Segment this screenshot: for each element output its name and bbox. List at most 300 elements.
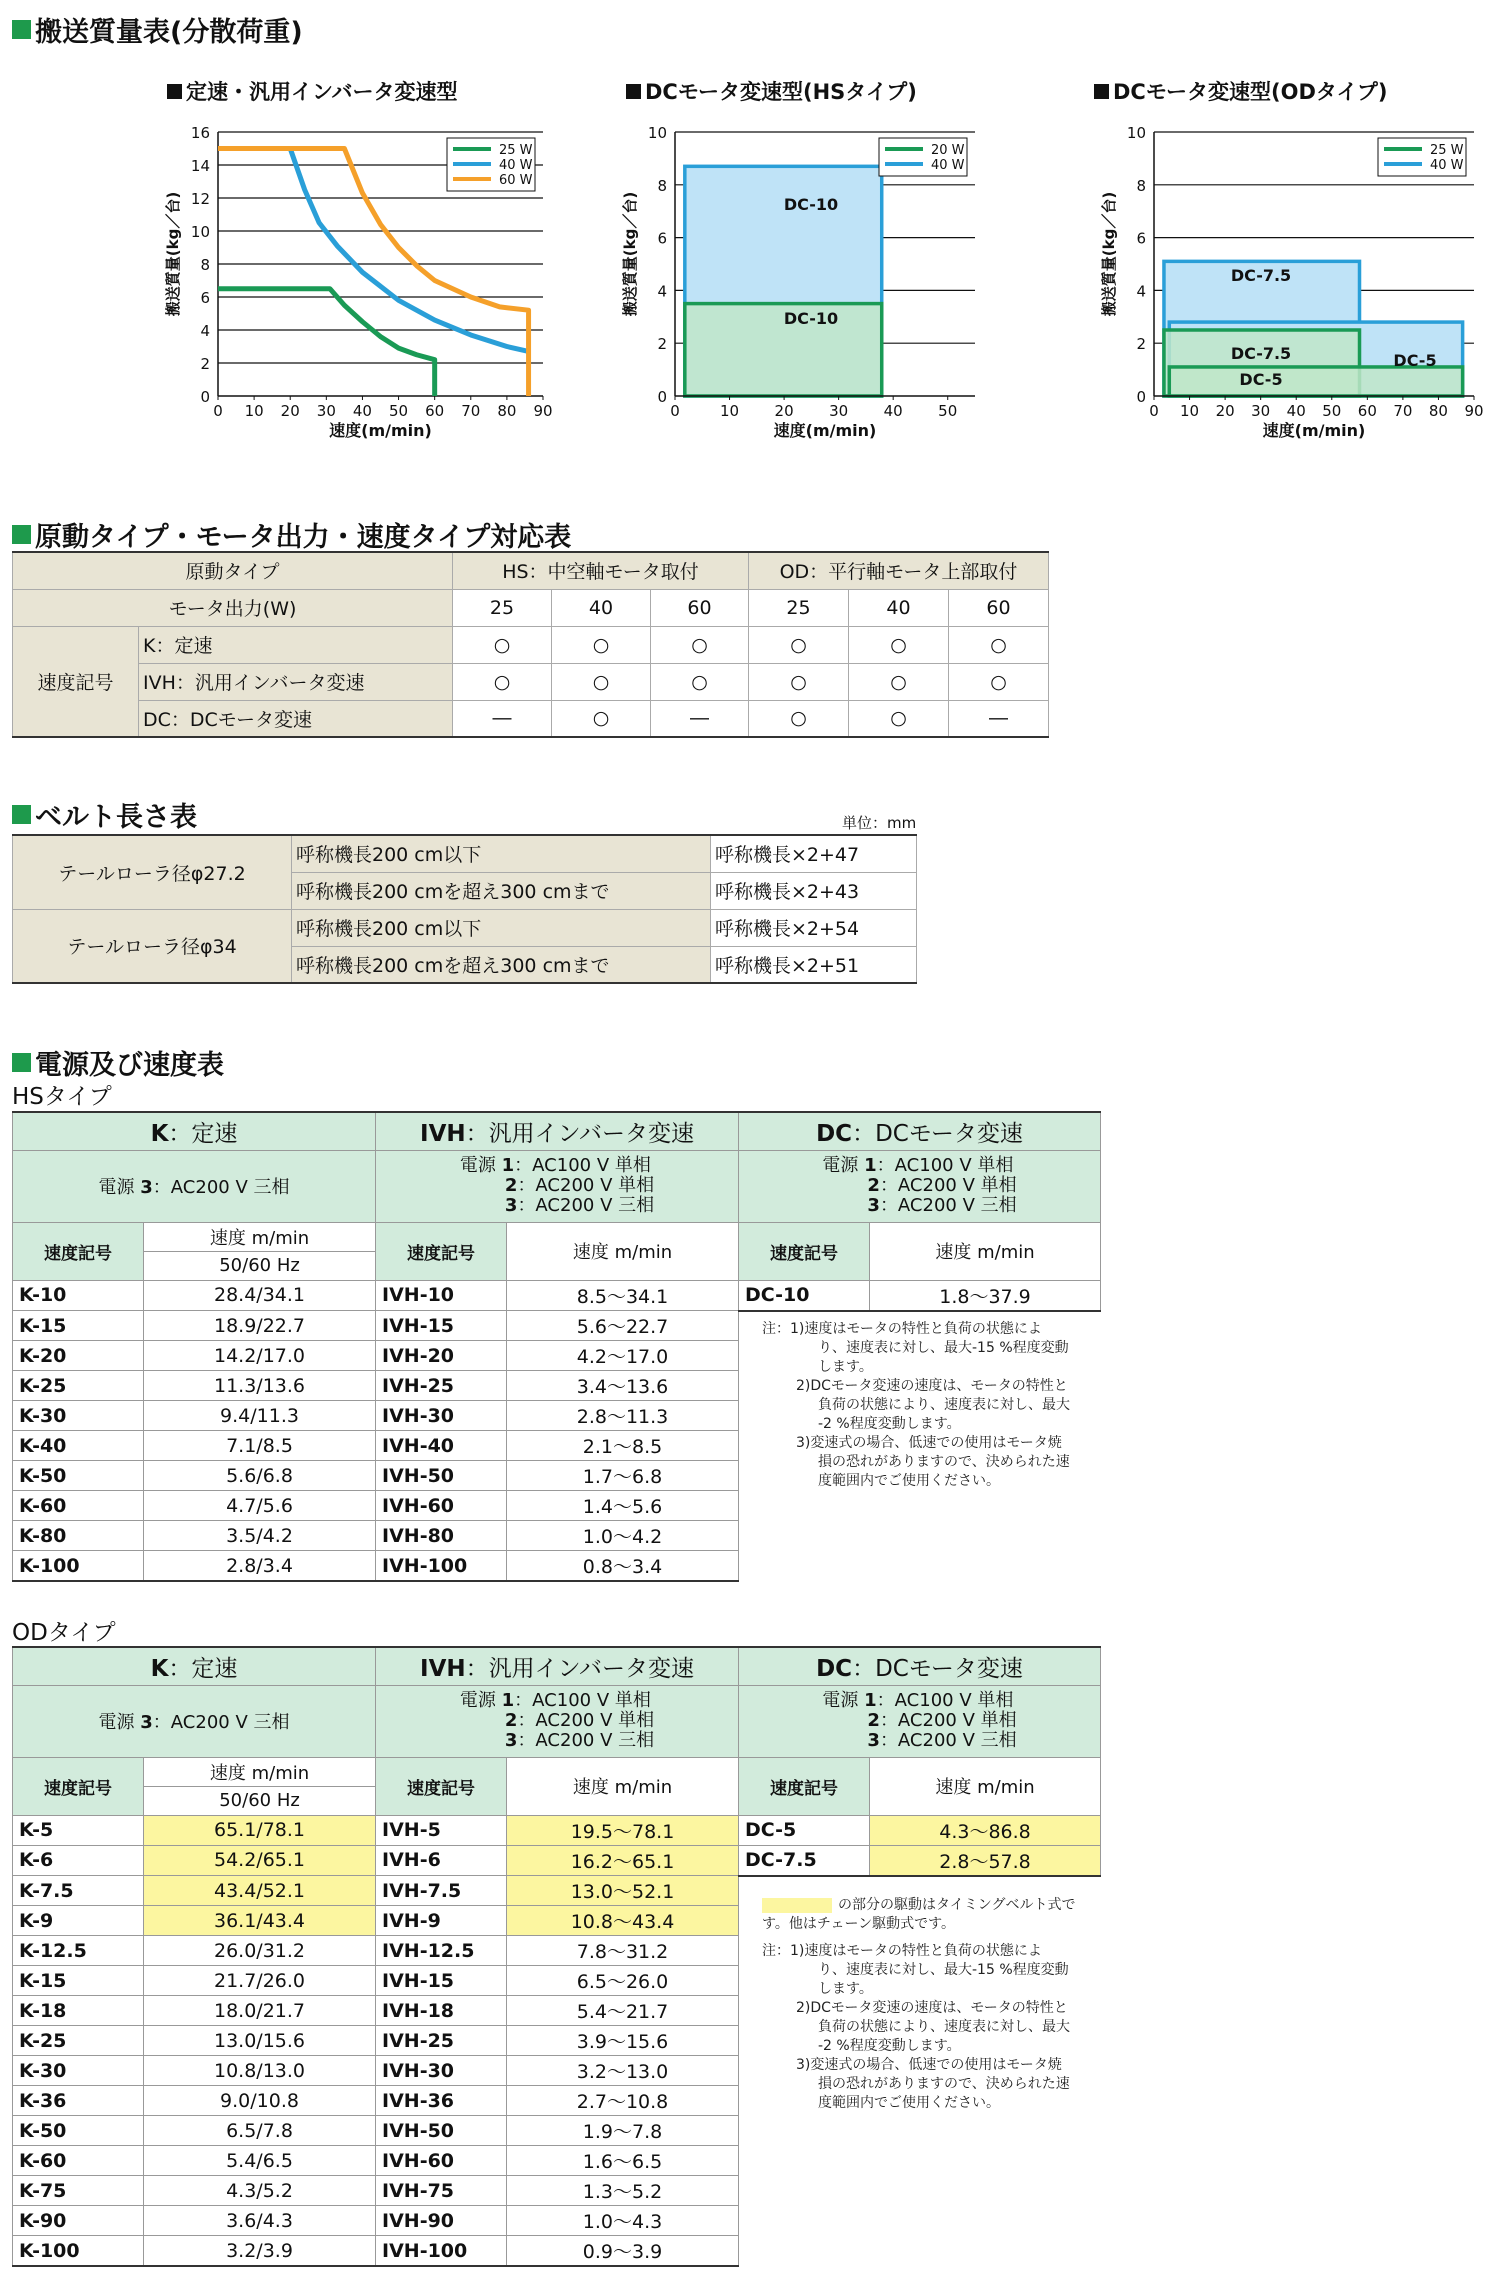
y-tick-label: 12 [190,190,210,208]
empty-cell [739,1491,1101,1521]
mark-cell: ○ [949,626,1049,663]
mark-cell: ○ [552,700,651,737]
k-speed: 2.8/3.4 [144,1551,376,1582]
ivh-speed: 0.8～3.4 [507,1551,739,1582]
box-label: DC-7.5 [1230,266,1292,285]
k-power [13,1685,376,1757]
k-speed: 7.1/8.5 [144,1431,376,1461]
ivh-speed: 1.9～7.8 [507,2116,739,2146]
mark-cell: ― [949,700,1049,737]
table-row [13,1815,1101,1845]
empty-cell [739,2206,1101,2236]
k-speed: 3.5/4.2 [144,1521,376,1551]
table-row [13,1845,1101,1876]
y-tick-label: 8 [200,256,210,274]
x-tick-label: 30 [1251,402,1271,420]
speed-header: 速度 m/min [507,1757,739,1815]
ivh-speed: 7.8～31.2 [507,1936,739,1966]
power-prefix: 電源 [822,1690,865,1711]
note-text: 負荷の状態により、速度表に対し、最大 [818,1397,1070,1413]
power-spec: ：AC200 V 単相 [517,1710,655,1731]
section-title-transport-mass [12,10,303,49]
x-axis-label: 速度(m/min) [329,421,432,440]
ivh-code: IVH-90 [376,2206,507,2236]
section-title-belt-length [12,795,197,834]
k-code: K-30 [13,2056,144,2086]
ivh-speed: 2.8～11.3 [507,1401,739,1431]
power-spec: ：AC200 V 三相 [152,1712,290,1733]
note-text: り、速度表に対し、最大-15 %程度変動 [818,1962,1069,1978]
ivh-code: IVH-50 [376,1461,507,1491]
mark-cell: ○ [949,663,1049,700]
power-code: 3 [504,1195,518,1216]
power-spec: ：AC100 V 単相 [876,1690,1014,1711]
legend-label: 40 W [931,158,965,173]
type-code: K [150,1655,169,1682]
note-text: 度範囲内でご使用ください。 [818,1473,1000,1489]
power-spec: ：AC200 V 三相 [879,1195,1017,1216]
k-code: K-20 [13,1341,144,1371]
ivh-speed: 1.6～6.5 [507,2146,739,2176]
table-row [13,700,1049,737]
power-spec: ：AC200 V 三相 [517,1730,655,1751]
power-prefix: 電源 [822,1155,865,1176]
k-speed: 36.1/43.4 [144,1906,376,1936]
green-square-icon [12,805,31,824]
hs-type-label: HSタイプ [12,1084,112,1110]
k-code: K-50 [13,1461,144,1491]
x-tick-label: 30 [316,402,336,420]
dc-speed: 1.8～37.9 [870,1280,1101,1311]
ivh-code: IVH-100 [376,1551,507,1582]
power-spec: ：AC100 V 単相 [876,1155,1014,1176]
k-code: K-50 [13,2116,144,2146]
type-code: IVH [420,1655,466,1682]
range-box [1169,367,1462,396]
k-code: K-5 [13,1815,144,1845]
mark-cell: ○ [651,663,749,700]
green-square-icon [12,525,31,544]
power-prefix: 電源 [459,1155,502,1176]
power-spec: ：AC200 V 単相 [517,1175,655,1196]
power-spec: ：AC200 V 単相 [879,1175,1017,1196]
ivh-code: IVH-30 [376,2056,507,2086]
k-speed: 5.4/6.5 [144,2146,376,2176]
power-spec: ：AC200 V 三相 [879,1730,1017,1751]
chart1-title-text: 定速・汎用インバータ変速型 [186,80,458,104]
ivh-code: IVH-9 [376,1906,507,1936]
y-axis-label: 搬送質量(kg／台) [621,191,639,317]
section-title-text: ベルト長さ表 [35,802,197,833]
box-label: DC-5 [1393,351,1437,370]
y-axis-label: 搬送質量(kg／台) [164,191,182,317]
unit-label: 単位：mm [842,814,917,832]
ivh-speed: 19.5～78.1 [507,1815,739,1845]
ivh-speed: 2.1～8.5 [507,1431,739,1461]
empty-cell [739,2116,1101,2146]
k-speed: 6.5/7.8 [144,2116,376,2146]
ivh-code: IVH-20 [376,1341,507,1371]
black-square-icon [167,84,182,99]
code-header: 速度記号 [739,1222,870,1280]
ivh-speed: 1.7～6.8 [507,1461,739,1491]
y-tick-label: 10 [190,223,210,241]
table-row [13,2206,1101,2236]
row-label: DC：DCモータ変速 [139,700,453,737]
header-od: OD：平行軸モータ上部取付 [749,552,1049,589]
row-label: IVH：汎用インバータ変速 [139,663,453,700]
ivh-code: IVH-25 [376,2026,507,2056]
type-desc: ：定速 [168,1120,238,1147]
k-code: K-7.5 [13,1876,144,1906]
group-label: テールローラ径φ27.2 [13,835,292,909]
k-code: K-10 [13,1280,144,1311]
mark-cell: ○ [749,700,849,737]
speed-header: 速度 m/min [870,1222,1101,1280]
green-square-icon [12,1053,31,1072]
box-label: DC-5 [1239,370,1283,389]
ivh-speed: 5.4～21.7 [507,1996,739,2026]
section-title-text: 電源及び速度表 [35,1050,224,1081]
k-speed: 4.7/5.6 [144,1491,376,1521]
condition-cell: 呼称機長200 cm以下 [292,835,711,872]
type-desc: ：DCモータ変速 [852,1655,1023,1682]
x-tick-label: 90 [533,402,553,420]
output-value: 25 [453,589,552,626]
ivh-code: IVH-6 [376,1845,507,1876]
row-label: K：定速 [139,626,453,663]
code-header: 速度記号 [13,1222,144,1280]
x-tick-label: 40 [352,402,372,420]
hz-header: 50/60 Hz [144,1251,376,1280]
k-code: K-12.5 [13,1936,144,1966]
type-code: IVH [420,1120,466,1147]
note-text: します。 [818,1981,873,1997]
power-spec: ：AC200 V 三相 [517,1195,655,1216]
legend-label: 20 W [931,143,965,158]
note-text: 損の恐れがありますので、決められた速 [818,1454,1070,1470]
belt-length-table [12,834,917,984]
x-tick-label: 50 [938,402,958,420]
k-code: K-25 [13,1371,144,1401]
x-tick-label: 80 [497,402,517,420]
green-square-icon [12,20,31,39]
x-tick-label: 90 [1464,402,1484,420]
power-code: 3 [140,1177,153,1198]
power-code: 1 [501,1690,515,1711]
power-code: 3 [867,1730,880,1751]
ivh-code: IVH-15 [376,1311,507,1341]
k-speed: 18.9/22.7 [144,1311,376,1341]
x-tick-label: 60 [1357,402,1377,420]
ivh-code: IVH-80 [376,1521,507,1551]
note-text: 度範囲内でご使用ください。 [818,2095,1000,2111]
dc-power [739,1150,1101,1222]
x-tick-label: 20 [774,402,794,420]
section-title-power-speed [12,1043,224,1082]
y-tick-label: 10 [1126,124,1146,142]
ivh-speed: 6.5～26.0 [507,1966,739,1996]
code-header: 速度記号 [376,1757,507,1815]
y-tick-label: 6 [657,229,667,248]
power-spec: ：AC100 V 単相 [514,1690,651,1711]
x-tick-label: 60 [425,402,445,420]
power-code: 2 [867,1175,880,1196]
type-desc: ：DCモータ変速 [852,1120,1023,1147]
k-code: K-80 [13,1521,144,1551]
y-tick-label: 16 [190,124,210,142]
k-speed: 65.1/78.1 [144,1815,376,1845]
type-code: DC [816,1120,853,1147]
box-label: DC-10 [783,195,839,214]
chart-dc-od [1088,110,1488,450]
y-tick-label: 2 [657,335,667,354]
ivh-code: IVH-40 [376,1431,507,1461]
y-tick-label: 2 [200,355,210,373]
code-header: 速度記号 [13,1757,144,1815]
x-tick-label: 50 [1322,402,1342,420]
section-title-motor-type [12,515,571,554]
header-hs: HS：中空軸モータ取付 [453,552,749,589]
table-row [13,663,1049,700]
ivh-code: IVH-7.5 [376,1876,507,1906]
k-speed: 9.0/10.8 [144,2086,376,2116]
k-code: K-90 [13,2206,144,2236]
mark-cell: ○ [453,663,552,700]
motor-type-table [12,551,1049,738]
hz-header: 50/60 Hz [144,1786,376,1815]
box-label: DC-7.5 [1230,344,1292,363]
ivh-code: IVH-5 [376,1815,507,1845]
power-code: 2 [504,1175,518,1196]
note-text: します。 [818,1359,873,1375]
k-code: K-60 [13,1491,144,1521]
empty-cell [739,2236,1101,2267]
ivh-speed: 16.2～65.1 [507,1845,739,1876]
mark-cell: ○ [849,700,949,737]
k-code: K-15 [13,1311,144,1341]
note-text: -2 %程度変動します。 [818,2038,961,2054]
black-square-icon [626,84,641,99]
k-power [13,1150,376,1222]
power-spec: ：AC100 V 単相 [514,1155,651,1176]
chart3-title [1094,76,1387,106]
y-tick-label: 4 [657,282,667,301]
yellow-legend-swatch [762,1898,832,1913]
ivh-speed: 3.9～15.6 [507,2026,739,2056]
note-prefix: 注：1) [762,1943,805,1959]
k-header [13,1647,376,1685]
note-text: 2)DCモータ変速の速度は、モータの特性と [796,1378,1068,1394]
x-tick-label: 10 [244,402,264,420]
chart-constant-inverter [160,110,580,450]
table-row [13,1491,1101,1521]
note-text: 速度はモータの特性と負荷の状態によ [804,1943,1042,1959]
type-code: DC [816,1655,853,1682]
mark-cell: ― [651,700,749,737]
legend-label: 25 W [1430,143,1464,158]
formula-cell: 呼称機長×2+54 [711,909,917,946]
dc-header [739,1647,1101,1685]
mark-cell: ○ [849,626,949,663]
output-value: 40 [552,589,651,626]
y-tick-label: 2 [1136,335,1146,354]
table-row [13,1280,1101,1311]
ivh-speed: 0.9～3.9 [507,2236,739,2267]
ivh-speed: 10.8～43.4 [507,1906,739,1936]
note-text: 速度はモータの特性と負荷の状態によ [804,1321,1042,1337]
chart2-title-text: DCモータ変速型(HSタイプ) [645,80,917,104]
mark-cell: ― [453,700,552,737]
power-code: 1 [501,1155,515,1176]
k-speed: 54.2/65.1 [144,1845,376,1876]
power-prefix: 電源 [459,1690,502,1711]
k-speed: 43.4/52.1 [144,1876,376,1906]
x-tick-label: 30 [829,402,849,420]
speed-header: 速度 m/min [507,1222,739,1280]
note-text: り、速度表に対し、最大-15 %程度変動 [818,1340,1069,1356]
x-tick-label: 40 [883,402,903,420]
dc-code: DC-5 [739,1815,870,1845]
mark-cell: ○ [651,626,749,663]
section-title-text: 搬送質量表(分散荷重) [35,17,303,48]
header-output: モータ出力(W) [13,589,453,626]
ivh-code: IVH-75 [376,2176,507,2206]
ivh-speed: 2.7～10.8 [507,2086,739,2116]
code-header: 速度記号 [739,1757,870,1815]
table-row [13,2236,1101,2267]
note-text: -2 %程度変動します。 [818,1416,961,1432]
table-row [13,2176,1101,2206]
power-prefix: 電源 [98,1712,141,1733]
k-code: K-60 [13,2146,144,2176]
y-tick-label: 8 [1136,176,1146,195]
legend-label: 60 W [499,173,533,188]
speed-header: 速度 m/min [144,1757,376,1786]
type-desc: ：汎用インバータ変速 [465,1655,695,1682]
ivh-speed: 3.4～13.6 [507,1371,739,1401]
table-row [13,909,917,946]
formula-cell: 呼称機長×2+51 [711,946,917,983]
k-code: K-40 [13,1431,144,1461]
power-prefix: 電源 [98,1177,141,1198]
table-row [13,835,917,872]
table-row [13,2146,1101,2176]
ivh-speed: 5.6～22.7 [507,1311,739,1341]
k-code: K-9 [13,1906,144,1936]
ivh-code: IVH-15 [376,1966,507,1996]
x-tick-label: 70 [1393,402,1413,420]
y-tick-label: 0 [1136,388,1146,406]
k-code: K-100 [13,1551,144,1582]
x-tick-label: 70 [461,402,481,420]
x-tick-label: 40 [1286,402,1306,420]
k-speed: 28.4/34.1 [144,1280,376,1311]
power-code: 1 [864,1155,877,1176]
dc-code: DC-10 [739,1280,870,1311]
note-text: 3)変速式の場合、低速での使用はモータ焼 [796,1435,1062,1451]
ivh-power [376,1150,739,1222]
k-code: K-25 [13,2026,144,2056]
ivh-speed: 3.2～13.0 [507,2056,739,2086]
table-row [13,1551,1101,1582]
speed-code-label: 速度記号 [13,626,139,737]
mark-cell: ○ [552,626,651,663]
x-tick-label: 0 [213,402,223,420]
ivh-header [376,1647,739,1685]
x-axis-label: 速度(m/min) [1262,421,1366,440]
k-speed: 13.0/15.6 [144,2026,376,2056]
empty-cell [739,2176,1101,2206]
y-tick-label: 0 [657,388,667,406]
od-type-label: ODタイプ [12,1620,116,1646]
black-square-icon [1094,84,1109,99]
ivh-code: IVH-25 [376,1371,507,1401]
section-title-text: 原動タイプ・モータ出力・速度タイプ対応表 [35,522,572,553]
x-tick-label: 10 [719,402,740,420]
chart2-title [626,76,917,106]
x-tick-label: 20 [280,402,300,420]
mark-cell: ○ [453,626,552,663]
type-desc: ：定速 [168,1655,238,1682]
power-code: 2 [867,1710,880,1731]
y-tick-label: 10 [647,124,667,142]
chart3-title-text: DCモータ変速型(ODタイプ) [1113,80,1388,104]
k-code: K-18 [13,1996,144,2026]
note-text: 損の恐れがありますので、決められた速 [818,2076,1070,2092]
od-notes [762,1942,1107,2113]
type-code: K [150,1120,169,1147]
empty-cell [739,1551,1101,1582]
chart1-title [167,76,458,106]
ivh-code: IVH-30 [376,1401,507,1431]
ivh-speed: 1.0～4.3 [507,2206,739,2236]
k-speed: 11.3/13.6 [144,1371,376,1401]
ivh-code: IVH-36 [376,2086,507,2116]
k-speed: 18.0/21.7 [144,1996,376,2026]
table-row [13,2116,1101,2146]
ivh-speed: 1.4～5.6 [507,1491,739,1521]
ivh-speed: 1.0～4.2 [507,1521,739,1551]
hs-notes [762,1320,1107,1491]
y-axis-label: 搬送質量(kg／台) [1100,191,1118,317]
note-text: す。他はチェーン駆動式です。 [762,1916,956,1932]
x-tick-label: 10 [1180,402,1200,420]
ivh-code: IVH-50 [376,2116,507,2146]
k-speed: 10.8/13.0 [144,2056,376,2086]
x-axis-label: 速度(m/min) [773,421,877,440]
output-value: 40 [849,589,949,626]
note-text: の部分の駆動はタイミングベルト式で [838,1897,1076,1913]
y-tick-label: 4 [200,322,210,340]
mark-cell: ○ [552,663,651,700]
k-code: K-100 [13,2236,144,2267]
condition-cell: 呼称機長200 cm以下 [292,909,711,946]
k-speed: 4.3/5.2 [144,2176,376,2206]
ivh-power [376,1685,739,1757]
k-code: K-6 [13,1845,144,1876]
power-code: 3 [140,1712,153,1733]
dc-power [739,1685,1101,1757]
y-tick-label: 6 [1136,229,1146,248]
condition-cell: 呼称機長200 cmを超え300 cmまで [292,872,711,909]
mark-cell: ○ [749,663,849,700]
ivh-speed: 8.5～34.1 [507,1280,739,1311]
empty-cell [739,2146,1101,2176]
ivh-code: IVH-12.5 [376,1936,507,1966]
condition-cell: 呼称機長200 cmを超え300 cmまで [292,946,711,983]
chart-dc-hs [620,110,1020,450]
